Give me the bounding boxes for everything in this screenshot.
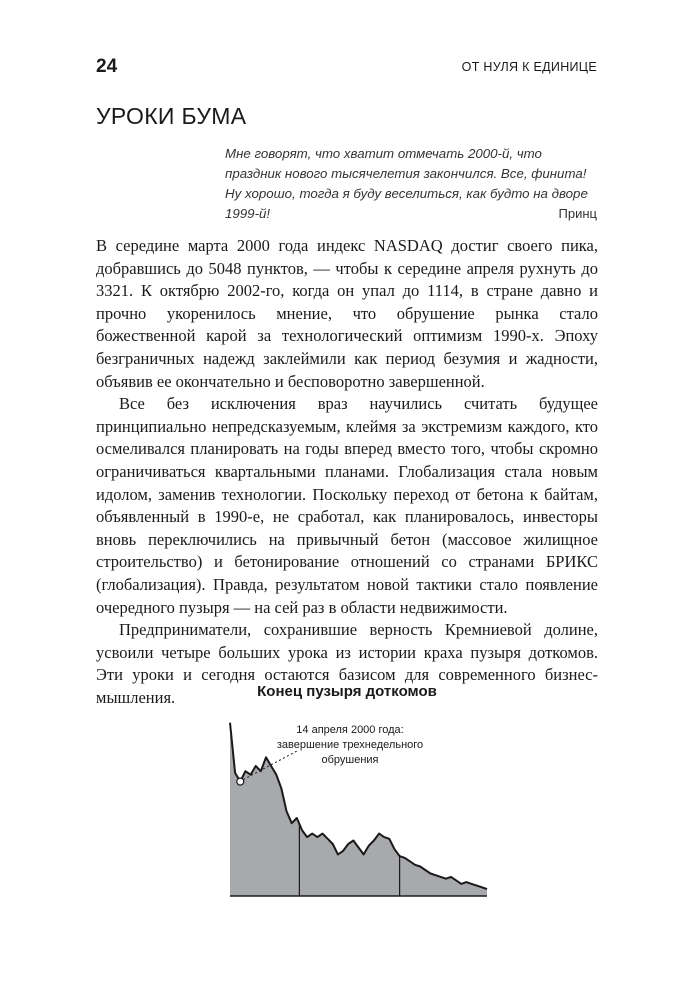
annotation-line-1: 14 апреля 2000 года: [296, 724, 404, 736]
annotation-line-3: обрушения [321, 754, 379, 766]
figure-title: Конец пузыря доткомов [257, 683, 437, 700]
epigraph-author: Принц [558, 206, 597, 221]
running-title: ОТ НУЛЯ К ЕДИНИЦЕ [461, 60, 597, 74]
paragraph: Все без исключения враз научились считать будущее принципиально непредсказуемым, клеймя за экстремизм каждого, кто осмеливался планировать на годы вперед вместо того, чтобы скромно ограничиваться квартальными планами. Глобализация стала новым идолом, заменив технологии. Поскольку переход от бетона к байтам, объявленный в 1990-е, не сработал, как планировалось, инвесторы вновь переключились на привычный бетон (массовое жилищное строительство) и бетонирование отношений со странами БРИКС (глобализация). Правда, результатом новой тактики стало появление очередного пузыря — на сей раз в области недвижимости. [96, 394, 598, 617]
epigraph-quote: Мне говорят, что хватит отмечать 2000-й, что праздник нового тысячелетия закончился. Все, финита! Ну хорошо, тогда я буду веселиться, как будто на дворе 1999-й! [225, 146, 588, 221]
chapter-title: УРОКИ БУМА [96, 103, 247, 129]
annotation-line-2: завершение трехнедельного [276, 739, 424, 751]
annotation-point [237, 778, 244, 785]
dotcom-bubble-chart [222, 706, 492, 900]
page-number: 24 [96, 56, 118, 77]
body-text [96, 235, 598, 709]
paragraph: В середине марта 2000 года индекс NASDAQ достиг своего пика, добравшись до 5048 пунктов, — чтобы к середине апреля рухнуть до 3321. К октябрю 2002-го, когда он упал до 1114, в стране давно и прочно укоренилось мнение, что обрушение рынка стало божественной карой за технологический оптимизм 1990-х. Эпоху безграничных надежд заклеймили как период безумия и жадности, объявив ее окончательно и бесповоротно завершенной. [96, 236, 598, 391]
paragraph: Предприниматели, сохранившие верность Кремниевой долине, усвоили четыре больших урока из истории краха пузыря доткомов. Эти уроки и сегодня остаются базисом для современного бизнес-мышления. [96, 620, 598, 707]
